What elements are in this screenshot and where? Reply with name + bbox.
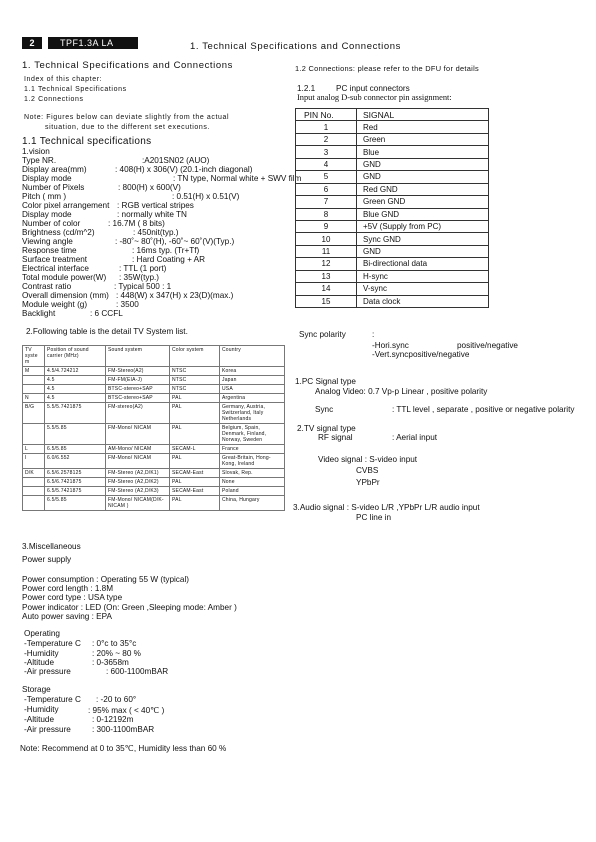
table-cell: 4.5 xyxy=(45,385,106,394)
pin-number: 4 xyxy=(296,158,357,170)
spec-row xyxy=(22,183,181,192)
operating-value: : 0°c to 35°c xyxy=(92,639,137,648)
pin-signal: Data clock xyxy=(357,295,489,307)
storage-value: : 300-1100mBAR xyxy=(92,725,155,734)
spec-label: Pitch ( mm ) xyxy=(22,192,67,201)
table-row xyxy=(296,295,489,307)
table-cell: N xyxy=(23,394,45,403)
table-cell: 5.5/5.7421875 xyxy=(45,403,106,424)
spec-row xyxy=(22,273,160,282)
pin-number: 8 xyxy=(296,208,357,220)
spec-label: Display mode xyxy=(22,174,72,183)
table-header-row xyxy=(23,346,285,367)
table-cell: PAL xyxy=(170,394,220,403)
table-cell: I xyxy=(23,454,45,469)
storage-row xyxy=(24,715,134,724)
spec-label: Type NR. xyxy=(22,156,57,165)
spec-label: Response time xyxy=(22,246,77,255)
table-row xyxy=(296,171,489,183)
pin-signal: Bi-directional data xyxy=(357,258,489,270)
table-cell: 4.5 xyxy=(45,376,106,385)
pin-number: 11 xyxy=(296,245,357,257)
table-row xyxy=(23,424,285,445)
chapter-heading: 1. Technical Specifications and Connections xyxy=(22,60,233,71)
table-cell: FM-Stereo (A2,D/K2) xyxy=(106,478,170,487)
table-header-cell: TV system xyxy=(23,346,45,367)
spec-row xyxy=(22,201,194,210)
spec-value: : 0.51(H) x 0.51(V) xyxy=(172,192,240,201)
pin-signal: H-sync xyxy=(357,270,489,282)
table-cell: FM-Mono/ NICAM xyxy=(106,424,170,445)
table-row xyxy=(296,208,489,220)
table-cell: BTSC-stereo+SAP xyxy=(106,394,170,403)
spec-row xyxy=(22,156,210,165)
table-cell: SECAM-L xyxy=(170,445,220,454)
table-cell: FM-Stereo (A2,D/K1) xyxy=(106,469,170,478)
index-title: Index of this chapter: xyxy=(24,76,103,83)
storage-label: -Humidity xyxy=(24,705,59,714)
spec-label: Brightness (cd/m^2) xyxy=(22,228,95,237)
spec-row xyxy=(22,192,240,201)
table-header-cell: Position of sound carrier (MHz) xyxy=(45,346,106,367)
table-row xyxy=(23,403,285,424)
pin-signal: Green xyxy=(357,133,489,145)
pin-number: 3 xyxy=(296,146,357,158)
pin-signal: Blue xyxy=(357,146,489,158)
power-line: Power indicator : LED (On: Green ,Sleeping mode: Amber ) xyxy=(22,603,237,612)
table-cell: FM-FM(EIA-J) xyxy=(106,376,170,385)
table-cell: 4.5/4.724212 xyxy=(45,367,106,376)
power-line: Power consumption : Operating 55 W (typical) xyxy=(22,575,190,584)
spec-label: Number of Pixels xyxy=(22,183,85,192)
table-cell: Slovak, Rep. xyxy=(220,469,285,478)
table-header-cell: Color system xyxy=(170,346,220,367)
table-cell: 4.5 xyxy=(45,394,106,403)
operating-label: -Humidity xyxy=(24,649,59,658)
table-cell xyxy=(23,496,45,511)
storage-label: -Air pressure xyxy=(24,725,71,734)
analog-video: Analog Video: 0.7 Vp-p Linear , positive polarity xyxy=(315,387,488,396)
operating-value: : 600-1100mBAR xyxy=(106,667,169,676)
table-row xyxy=(296,133,489,145)
spec-value: : 450nit(typ.) xyxy=(133,228,179,237)
pin-signal: Green GND xyxy=(357,196,489,208)
spec-row xyxy=(22,228,179,237)
pin-signal: Blue GND xyxy=(357,208,489,220)
table-cell: L xyxy=(23,445,45,454)
spec-row xyxy=(22,246,200,255)
table-header-cell: Sound system xyxy=(106,346,170,367)
table-row xyxy=(23,487,285,496)
spec-row xyxy=(22,255,206,264)
index-item: 1.2 Connections xyxy=(24,96,84,103)
spec-label: Total module power(W) xyxy=(22,273,107,282)
storage-label: -Temperature C xyxy=(24,695,81,704)
table-cell: SECAM-East xyxy=(170,469,220,478)
table-row xyxy=(23,376,285,385)
spec-value: : 35W(typ.) xyxy=(119,273,160,282)
spec-row xyxy=(22,309,123,318)
pin-number: 14 xyxy=(296,283,357,295)
hori-sync-label: -Hori.sync xyxy=(372,341,409,350)
storage-row xyxy=(24,725,155,734)
pc-subheading: Input analog D-sub connector pin assignment: xyxy=(297,93,452,102)
table-row xyxy=(23,469,285,478)
video-ypbpr: YPbPr xyxy=(356,478,380,487)
table-row xyxy=(296,233,489,245)
table-cell xyxy=(23,487,45,496)
table-cell: D/K xyxy=(23,469,45,478)
spec-label: Overall dimension (mm) xyxy=(22,291,109,300)
table-row xyxy=(23,445,285,454)
tv-signal-heading: 2.TV signal type xyxy=(297,424,356,433)
table-row xyxy=(296,245,489,257)
spec-value: : 448(W) x 347(H) x 23(D)(max.) xyxy=(116,291,234,300)
spec-label: Surface treatment xyxy=(22,255,88,264)
spec-row xyxy=(22,165,253,174)
pc-heading-text: PC input connectors xyxy=(336,84,410,93)
spec-value: : normally white TN xyxy=(117,210,187,219)
table-row xyxy=(296,183,489,195)
table-header-cell: PIN No. xyxy=(296,109,357,121)
table-cell: B/G xyxy=(23,403,45,424)
table-row xyxy=(296,158,489,170)
table-cell: PAL xyxy=(170,403,220,424)
video-signal: Video signal : S-video input xyxy=(318,455,418,464)
table-row xyxy=(296,121,489,133)
spec-value: : 6 CCFL xyxy=(90,309,123,318)
index-item: 1.1 Technical Specifications xyxy=(24,86,127,93)
spec-label: Color pixel arrangement xyxy=(22,201,110,210)
operating-label: -Air pressure xyxy=(24,667,71,676)
table-header-row xyxy=(296,109,489,121)
table-cell xyxy=(23,478,45,487)
spec-label: Number of color xyxy=(22,219,81,228)
storage-label: -Altitude xyxy=(24,715,55,724)
sync-label: Sync xyxy=(315,405,334,414)
table-row xyxy=(296,146,489,158)
table-cell: Korea xyxy=(220,367,285,376)
table-cell: 6.5/5.85 xyxy=(45,496,106,511)
spec-value: : 16.7M ( 8 bits) xyxy=(108,219,165,228)
spec-label: Display mode xyxy=(22,210,72,219)
table-row xyxy=(296,258,489,270)
table-cell: 6.5/6.7421875 xyxy=(45,478,106,487)
pin-signal: Red xyxy=(357,121,489,133)
spec-value: : 408(H) x 306(V) (20.1-inch diagonal) xyxy=(115,165,253,174)
spec-value: : -80˚~ 80˚(H), -60˚~ 60˚(V)(Typ.) xyxy=(115,237,235,246)
table-cell: 5.5/5.85 xyxy=(45,424,106,445)
storage-value: : 0-12192m xyxy=(92,715,134,724)
table-cell: AM-Mono/ NICAM xyxy=(106,445,170,454)
pc-heading-number: 1.2.1 xyxy=(297,84,316,93)
tv-intro: 2.Following table is the detail TV System list. xyxy=(26,327,188,336)
note-line: Note: Figures below can deviate slightly from the actual xyxy=(24,114,230,121)
spec-row xyxy=(22,210,187,219)
table-cell: FM-Mono/ NICAM xyxy=(106,454,170,469)
pin-number: 1 xyxy=(296,121,357,133)
spec-value: : 3500 xyxy=(116,300,139,309)
operating-value: : 0-3658m xyxy=(92,658,129,667)
table-cell: PAL xyxy=(170,454,220,469)
pin-number: 12 xyxy=(296,258,357,270)
spec-row xyxy=(22,300,139,309)
pin-number: 13 xyxy=(296,270,357,282)
table-cell: None xyxy=(220,478,285,487)
pin-signal: GND xyxy=(357,171,489,183)
table-cell: FM-Stereo (A2,D/K3) xyxy=(106,487,170,496)
table-cell: PAL xyxy=(170,496,220,511)
table-cell: 6.5/5.85 xyxy=(45,445,106,454)
table-cell: 6.5/6.2578125 xyxy=(45,469,106,478)
spec-label: Module weight (g) xyxy=(22,300,88,309)
pin-assignment-table xyxy=(295,108,489,308)
table-cell xyxy=(23,385,45,394)
table-cell xyxy=(23,424,45,445)
table-cell: PAL xyxy=(170,424,220,445)
pin-number: 5 xyxy=(296,171,357,183)
hori-sync-value: positive/negative xyxy=(457,341,518,350)
sync-polarity-colon: : xyxy=(372,330,375,339)
audio-signal: 3.Audio signal : S-video L/R ,YPbPr L/R audio input xyxy=(293,503,480,512)
table-cell: BTSC-stereo+SAP xyxy=(106,385,170,394)
spec-row xyxy=(22,219,165,228)
audio-pc-line-in: PC line in xyxy=(356,513,392,522)
table-cell: PAL xyxy=(170,478,220,487)
operating-row xyxy=(24,649,141,658)
pin-signal: +5V (Supply from PC) xyxy=(357,220,489,232)
spec-label: Viewing angle xyxy=(22,237,73,246)
page-number-badge: 2 xyxy=(22,37,42,49)
misc-heading: 3.Miscellaneous xyxy=(22,542,81,551)
storage-title: Storage xyxy=(22,685,51,694)
pin-signal: GND xyxy=(357,158,489,170)
table-cell: NTSC xyxy=(170,376,220,385)
table-row xyxy=(296,220,489,232)
spec-value: : 16ms typ. (Tr+Tf) xyxy=(132,246,200,255)
spec-row xyxy=(22,237,235,246)
table-row xyxy=(296,283,489,295)
vert-sync: -Vert.syncpositive/negative xyxy=(372,350,470,359)
pin-number: 6 xyxy=(296,183,357,195)
storage-row xyxy=(24,695,137,704)
sync-value: : TTL level , separate , positive or negative polarity xyxy=(392,405,575,414)
header-section-title: 1. Technical Specifications and Connections xyxy=(190,41,401,52)
table-cell: M xyxy=(23,367,45,376)
spec-value: : TTL (1 port) xyxy=(119,264,167,273)
table-cell: NTSC xyxy=(170,367,220,376)
pin-number: 10 xyxy=(296,233,357,245)
table-cell: Great-Britain, Hong-Kong, Ireland xyxy=(220,454,285,469)
table-row xyxy=(23,394,285,403)
spec-label: Electrical interface xyxy=(22,264,89,273)
pin-number: 2 xyxy=(296,133,357,145)
table-cell: NTSC xyxy=(170,385,220,394)
spec-label: Contrast ratio xyxy=(22,282,72,291)
spec-row xyxy=(22,291,234,300)
operating-row xyxy=(24,639,137,648)
table-cell: Japan xyxy=(220,376,285,385)
tv-system-table xyxy=(22,345,285,511)
table-cell: 6.5/5.7421875 xyxy=(45,487,106,496)
spec-value: :A201SN02 (AUO) xyxy=(142,156,210,165)
table-cell: China, Hungary xyxy=(220,496,285,511)
table-cell: SECAM-East xyxy=(170,487,220,496)
table-row xyxy=(23,478,285,487)
final-note: Note: Recommend at 0 to 35℃, Humidity less than 60 % xyxy=(20,744,227,753)
storage-row xyxy=(24,705,165,715)
spec-value: : RGB vertical stripes xyxy=(117,201,194,210)
spec-label: Display area(mm) xyxy=(22,165,87,174)
pin-number: 7 xyxy=(296,196,357,208)
table-row xyxy=(23,496,285,511)
power-supply-label: Power supply xyxy=(22,555,72,564)
spec-label: Backlight xyxy=(22,309,56,318)
table-cell xyxy=(23,376,45,385)
connections-intro: 1.2 Connections: please refer to the DFU for details xyxy=(295,64,480,73)
table-row xyxy=(23,367,285,376)
rf-signal-value: : Aerial input xyxy=(392,433,438,442)
storage-value: : 95% max ( < 40℃ ) xyxy=(88,706,165,715)
power-line: Power cord type : USA type xyxy=(22,593,123,602)
table-cell: Germany, Austria, Switzerland, Italy Netherlands xyxy=(220,403,285,424)
table-cell: FM-Stereo(A2) xyxy=(106,367,170,376)
table-cell: 6.0/6.552 xyxy=(45,454,106,469)
operating-title: Operating xyxy=(24,629,60,638)
table-cell: Poland xyxy=(220,487,285,496)
pin-signal: Red GND xyxy=(357,183,489,195)
spec-value: : 800(H) x 600(V) xyxy=(118,183,181,192)
operating-label: -Altitude xyxy=(24,658,55,667)
table-header-cell: Country xyxy=(220,346,285,367)
power-line: Auto power saving : EPA xyxy=(22,612,112,621)
operating-row xyxy=(24,658,129,667)
video-cvbs: CVBS xyxy=(356,466,379,475)
operating-row xyxy=(24,667,169,676)
pin-signal: Sync GND xyxy=(357,233,489,245)
table-row xyxy=(23,385,285,394)
sync-polarity-label: Sync polarity xyxy=(299,330,346,339)
table-cell: France xyxy=(220,445,285,454)
pc-signal-heading: 1.PC Signal type xyxy=(295,377,356,386)
note-line: situation, due to the different set executions. xyxy=(45,124,211,131)
storage-value: : -20 to 60° xyxy=(96,695,137,704)
power-line: Power cord length : 1.8M xyxy=(22,584,114,593)
spec-row xyxy=(22,282,172,291)
pin-number: 9 xyxy=(296,220,357,232)
table-cell: Belgium, Spain, Denmark, Finland, Norway, Sweden xyxy=(220,424,285,445)
table-header-cell: SIGNAL xyxy=(357,109,489,121)
model-badge: TPF1.3A LA xyxy=(48,37,138,49)
spec-row xyxy=(22,174,302,183)
spec-value: : TN type, Normal white + SWV film xyxy=(173,174,302,183)
table-cell: FM-stereo(A2) xyxy=(106,403,170,424)
pin-signal: GND xyxy=(357,245,489,257)
pin-number: 15 xyxy=(296,295,357,307)
spec-row xyxy=(22,264,167,273)
table-row xyxy=(23,454,285,469)
pin-signal: V-sync xyxy=(357,283,489,295)
spec-value: : Typical 500 : 1 xyxy=(114,282,172,291)
table-row xyxy=(296,270,489,282)
vision-label: 1.vision xyxy=(22,147,50,156)
table-cell: Argentina xyxy=(220,394,285,403)
table-cell: FM-Mono/ NICAM(D/K-NICAM ) xyxy=(106,496,170,511)
operating-value: : 20% ~ 80 % xyxy=(92,649,141,658)
table-cell: USA xyxy=(220,385,285,394)
spec-value: : Hard Coating + AR xyxy=(132,255,206,264)
spec-heading: 1.1 Technical specifications xyxy=(22,136,152,147)
rf-signal-label: RF signal xyxy=(318,433,353,442)
table-row xyxy=(296,196,489,208)
operating-label: -Temperature C xyxy=(24,639,81,648)
